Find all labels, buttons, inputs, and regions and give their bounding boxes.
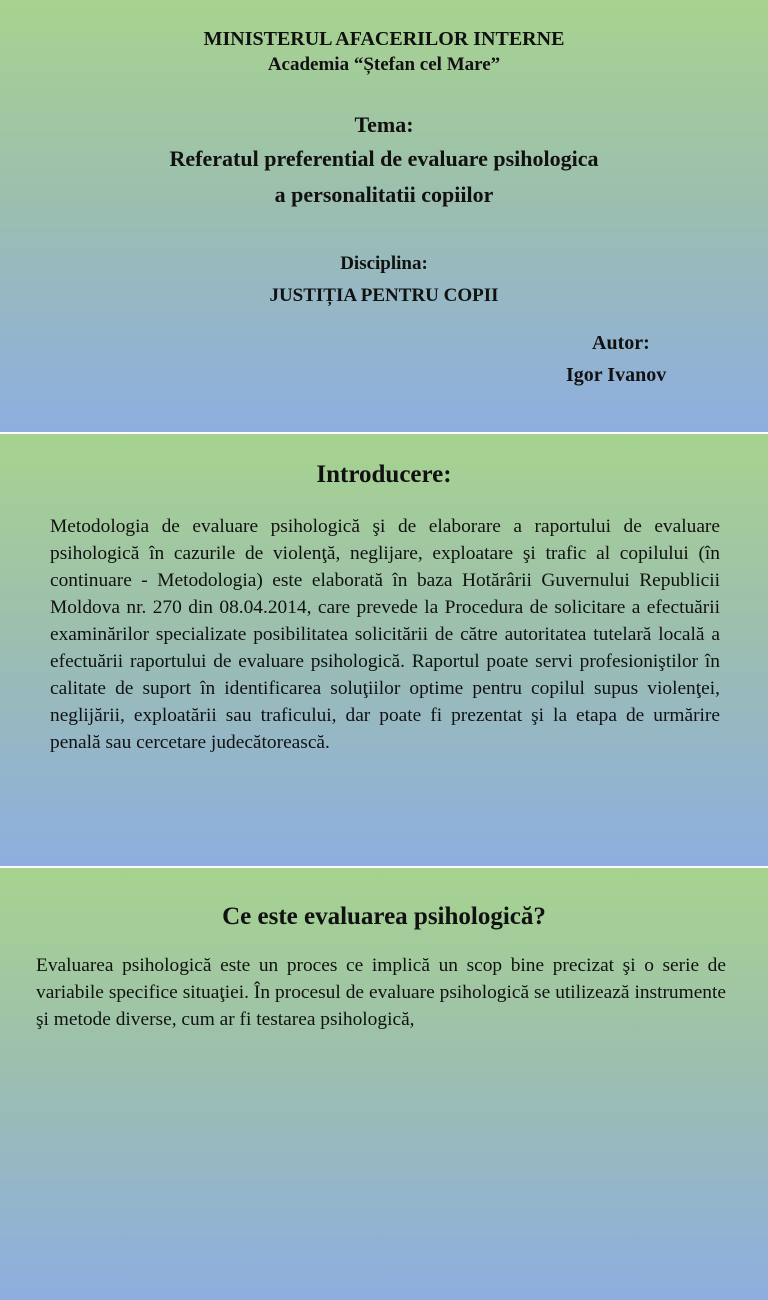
introduction-heading: Introducere:: [316, 461, 452, 488]
tema-label: Tema:: [354, 112, 414, 137]
introduction-slide: [0, 434, 768, 866]
cover-slide: [0, 0, 768, 432]
discipline-value: JUSTIȚIA PENTRU COPII: [269, 285, 499, 306]
evaluation-heading: Ce este evaluarea psihologică?: [222, 903, 546, 930]
introduction-paragraph: Metodologia de evaluare psihologică şi de elaborare a raportului de evaluare psihologică în cazurile de violenţă, neglijare, exploatare şi trafic al copilului (în continuare - Metodologia) este elaborată în baza Hotărârii Guvernului Republicii Moldova nr. 270 din 08.04.2014, care prevede la Procedura de solicitare a efectuării examinărilor specializate posibilitatea solicitării de către autoritatea tutelară locală a efectuării raportului de evaluare psihologică. Raportul poate servi profesioniştilor în calitate de suport în identificarea soluţiilor optime pentru copilul supus violenţei, neglijării, exploatării sau traficului, dar poate fi prezentat şi la etapa de urmărire penală sau cercetare judecătorească.: [50, 516, 720, 753]
title-line-1: Referatul preferential de evaluare psihologica: [169, 146, 599, 171]
title-line-2: a personalitatii copiilor: [274, 182, 494, 207]
author-name: Igor Ivanov: [566, 364, 667, 386]
evaluation-slide: [0, 868, 768, 1300]
evaluation-paragraph: Evaluarea psihologică este un proces ce implică un scop bine precizat şi o serie de variabile specifice situaţiei. În procesul de evaluare psihologică se utilizează instrumente şi metode diverse, cum ar fi testarea psihologică,: [36, 955, 726, 1030]
ministry-name: MINISTERUL AFACERILOR INTERNE: [203, 28, 565, 50]
discipline-label: Disciplina:: [340, 253, 428, 274]
academy-name: Academia “Ștefan cel Mare”: [267, 54, 501, 75]
author-label: Autor:: [592, 332, 650, 354]
